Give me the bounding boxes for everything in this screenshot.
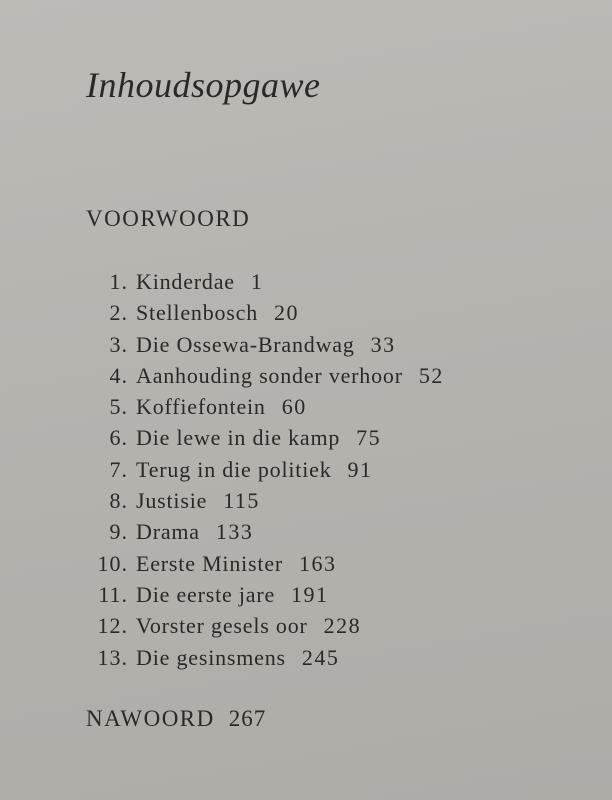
chapter-number: 7. bbox=[109, 456, 128, 482]
toc-entry bbox=[80, 422, 580, 453]
toc-entry bbox=[80, 329, 580, 360]
chapter-number: 4. bbox=[109, 362, 128, 388]
chapter-title: Vorster gesels oor bbox=[136, 613, 308, 639]
toc-entry bbox=[80, 454, 580, 485]
chapter-number: 8. bbox=[109, 488, 128, 514]
chapter-title: Eerste Minister bbox=[136, 550, 284, 576]
chapter-number: 2. bbox=[109, 300, 128, 326]
toc-entry bbox=[80, 579, 580, 610]
chapter-number: 6. bbox=[109, 425, 128, 451]
chapter-number: 13. bbox=[97, 644, 128, 670]
nawoord-page: 267 bbox=[228, 706, 267, 731]
nawoord-heading bbox=[86, 706, 266, 732]
chapter-page: 163 bbox=[299, 550, 337, 576]
chapter-number: 11. bbox=[98, 581, 128, 607]
chapter-title: Drama bbox=[136, 519, 200, 545]
chapter-title: Die gesinsmens bbox=[136, 644, 286, 670]
chapter-title: Terug in die politiek bbox=[136, 456, 332, 482]
table-of-contents bbox=[80, 266, 580, 673]
chapter-title: Die Ossewa-Brandwag bbox=[136, 331, 355, 357]
chapter-page: 1 bbox=[250, 269, 264, 294]
chapter-title: Die lewe in die kamp bbox=[136, 425, 341, 451]
toc-entry bbox=[80, 297, 580, 328]
chapter-page: 52 bbox=[418, 362, 444, 388]
chapter-page: 115 bbox=[223, 488, 260, 514]
toc-entry bbox=[80, 516, 580, 547]
nawoord-label: NAWOORD bbox=[86, 706, 215, 731]
chapter-page: 20 bbox=[274, 300, 300, 326]
chapter-page: 33 bbox=[370, 331, 396, 357]
chapter-page: 245 bbox=[301, 644, 340, 670]
chapter-title: Justisie bbox=[136, 488, 208, 514]
toc-entry bbox=[80, 610, 580, 641]
chapter-page: 133 bbox=[215, 519, 254, 545]
chapter-title: Stellenbosch bbox=[136, 300, 259, 326]
toc-entry bbox=[80, 642, 580, 673]
toc-entry bbox=[80, 485, 580, 516]
chapter-title: Kinderdae bbox=[136, 269, 235, 294]
voorwoord-heading: VOORWOORD bbox=[86, 206, 251, 231]
chapter-page: 60 bbox=[281, 394, 307, 420]
chapter-page: 191 bbox=[291, 581, 329, 607]
chapter-number: 5. bbox=[109, 394, 128, 420]
chapter-title: Koffiefontein bbox=[136, 394, 266, 420]
chapter-page: 228 bbox=[323, 613, 362, 639]
chapter-title: Die eerste jare bbox=[136, 581, 276, 607]
toc-entry bbox=[80, 266, 580, 297]
toc-entry bbox=[80, 548, 580, 579]
chapter-number: 1. bbox=[109, 269, 128, 294]
page-title: Inhoudsopgawe bbox=[86, 65, 321, 105]
chapter-number: 10. bbox=[97, 550, 128, 576]
chapter-number: 9. bbox=[109, 519, 128, 545]
chapter-number: 12. bbox=[97, 613, 128, 639]
chapter-title: Aanhouding sonder verhoor bbox=[136, 362, 403, 388]
chapter-page: 75 bbox=[356, 425, 382, 451]
toc-entry bbox=[80, 391, 580, 422]
chapter-number: 3. bbox=[109, 331, 128, 357]
toc-entry bbox=[80, 360, 580, 391]
chapter-page: 91 bbox=[347, 456, 373, 482]
